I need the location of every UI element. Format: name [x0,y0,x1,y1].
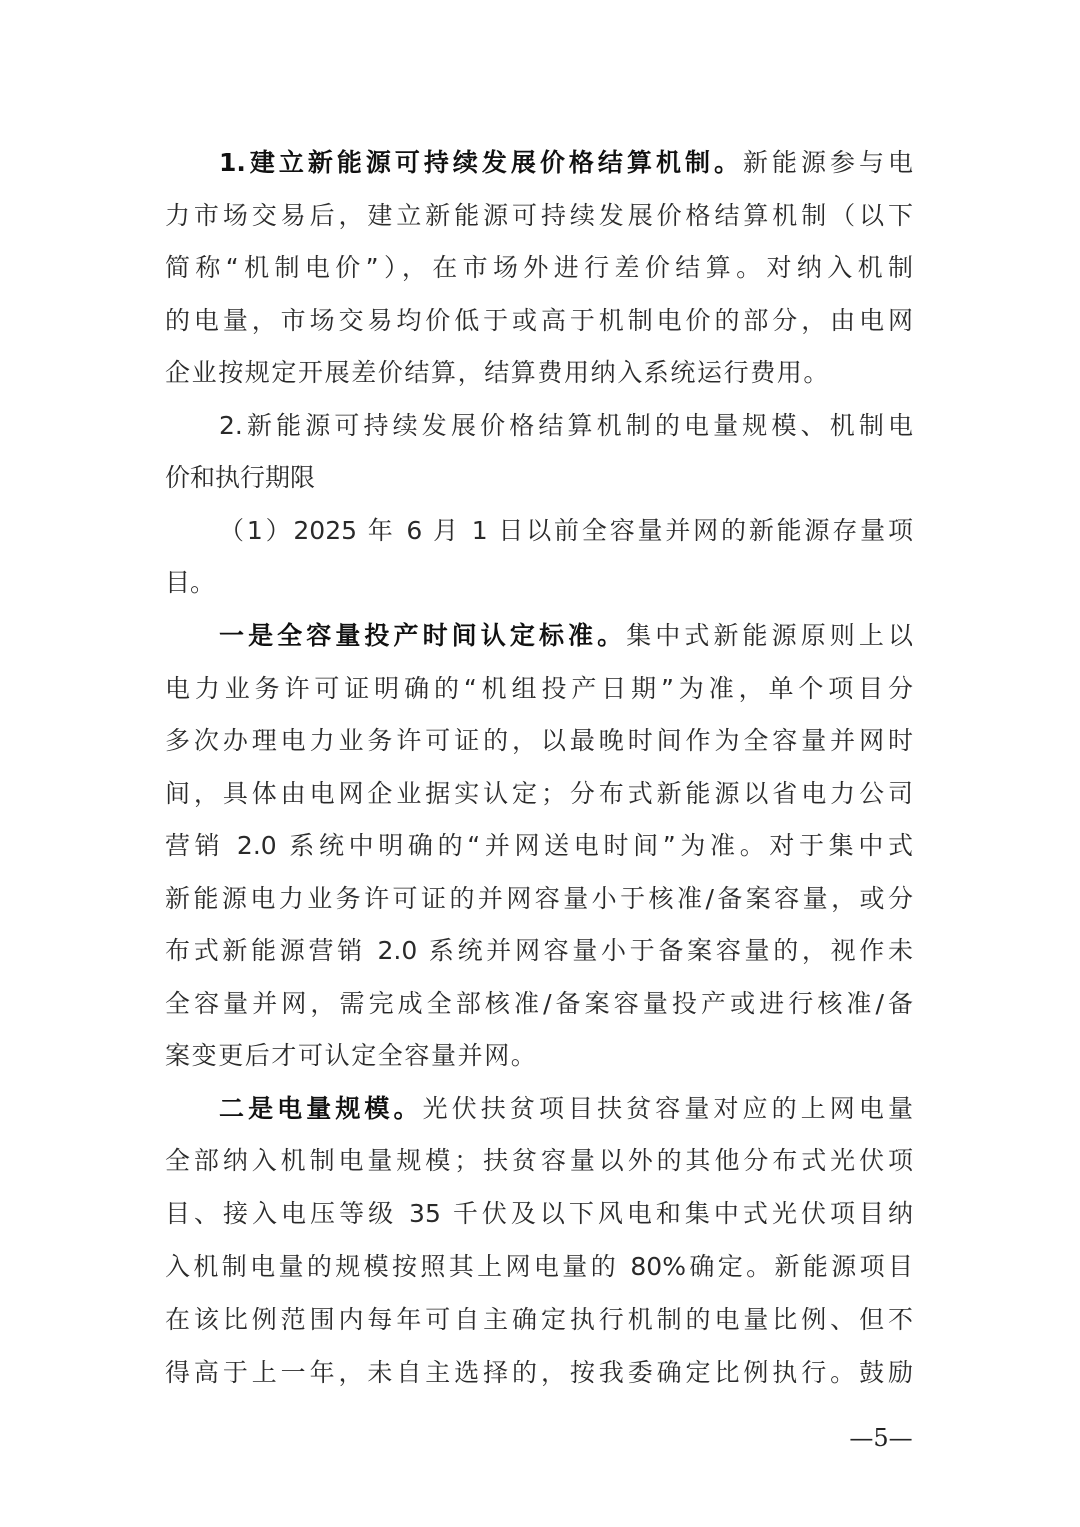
paragraph-1-line-1: 1.建立新能源可持续发展价格结算机制。新能源参与电 [219,148,913,177]
paragraph-5-line-4: 入机制电量的规模按照其上网电量的 80%确定。新能源项目 [165,1252,913,1281]
heading-full-capacity-standard: 一是全容量投产时间认定标准。 [219,621,627,650]
paragraph-5-line-5: 在该比例范围内每年可自主确定执行机制的电量比例、但不 [165,1305,913,1334]
paragraph-1-line-5: 企业按规定开展差价结算，结算费用纳入系统运行费用。 [165,358,831,387]
paragraph-1-line-2: 力市场交易后，建立新能源可持续发展价格结算机制（以下 [165,201,913,230]
heading-mechanism: 1.建立新能源可持续发展价格结算机制。 [219,148,743,177]
paragraph-4-line-8: 全容量并网，需完成全部核准/备案容量投产或进行核准/备 [165,989,913,1018]
paragraph-5-line-1: 二是电量规模。光伏扶贫项目扶贫容量对应的上网电量 [219,1094,913,1123]
paragraph-3-line-2: 目。 [165,568,216,597]
page-number: —5— [849,1424,913,1452]
paragraph-3-line-1: （1）2025 年 6 月 1 日以前全容量并网的新能源存量项 [219,516,913,545]
paragraph-4-line-4: 间，具体由电网企业据实认定；分布式新能源以省电力公司 [165,779,913,808]
paragraph-4-line-2: 电力业务许可证明确的“机组投产日期”为准，单个项目分 [165,674,913,703]
heading-energy-scale: 二是电量规模。 [219,1094,423,1123]
paragraph-5-line-2: 全部纳入机制电量规模；扶贫容量以外的其他分布式光伏项 [165,1146,913,1175]
paragraph-4-line-6: 新能源电力业务许可证的并网容量小于核准/备案容量，或分 [165,884,913,913]
paragraph-4-line-5: 营销 2.0 系统中明确的“并网送电时间”为准。对于集中式 [165,831,913,860]
paragraph-5-line-3: 目、接入电压等级 35 千伏及以下风电和集中式光伏项目纳 [165,1199,913,1228]
paragraph-2-line-2: 价和执行期限 [165,463,316,492]
paragraph-5-line-6: 得高于上一年，未自主选择的，按我委确定比例执行。鼓励 [165,1358,913,1387]
paragraph-1-line-3: 简称“机制电价”），在市场外进行差价结算。对纳入机制 [165,253,913,282]
paragraph-4-line-1: 一是全容量投产时间认定标准。集中式新能源原则上以 [219,621,913,650]
paragraph-1-line-4: 的电量，市场交易均价低于或高于机制电价的部分，由电网 [165,306,913,335]
paragraph-4-line-3: 多次办理电力业务许可证的，以最晚时间作为全容量并网时 [165,726,913,755]
paragraph-2-line-1: 2.新能源可持续发展价格结算机制的电量规模、机制电 [219,411,913,440]
paragraph-4-line-7: 布式新能源营销 2.0 系统并网容量小于备案容量的，视作未 [165,936,913,965]
paragraph-4-line-9: 案变更后才可认定全容量并网。 [165,1041,538,1070]
